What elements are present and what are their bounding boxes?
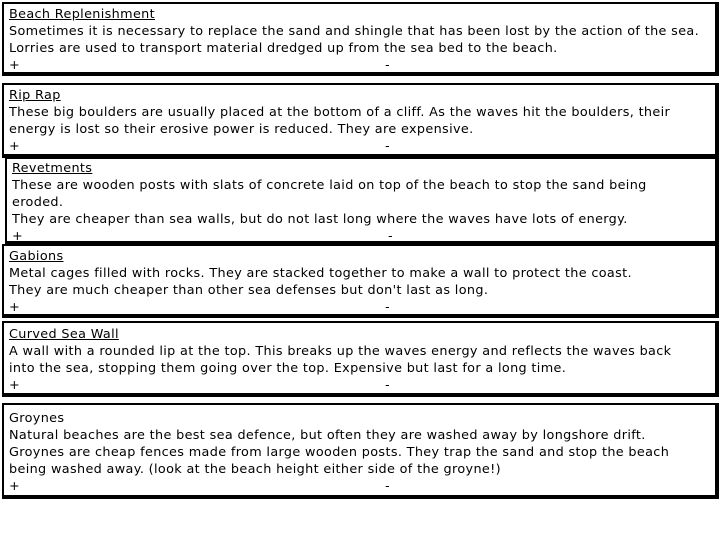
card-rip-rap (2, 83, 719, 158)
minus-button[interactable]: - (385, 479, 390, 494)
plus-button[interactable]: + (9, 139, 20, 154)
card-text-line: Metal cages filled with rocks. They are stacked together to make a wall to protect the coast. (9, 266, 632, 281)
card-title: Groynes (9, 411, 65, 426)
card-text-line: Groynes are cheap fences made from large wooden posts. They trap the sand and stop the beach (9, 445, 670, 460)
card-text-line: Lorries are used to transport material dredged up from the sea bed to the beach. (9, 41, 558, 56)
card-title: Curved Sea Wall (9, 327, 119, 342)
minus-button[interactable]: - (385, 58, 390, 73)
minus-button[interactable]: - (385, 139, 390, 154)
card-gabions (2, 244, 719, 318)
card-text-line: They are cheaper than sea walls, but do not last long where the waves have lots of energy. (12, 212, 628, 227)
card-text-line: These are wooden posts with slats of concrete laid on top of the beach to stop the sand being (12, 178, 647, 193)
card-text-line: They are much cheaper than other sea defenses but don't last as long. (9, 283, 489, 298)
card-text-line: A wall with a rounded lip at the top. This breaks up the waves energy and reflects the waves back (9, 344, 672, 359)
expand-collapse-controls (9, 377, 715, 394)
minus-button[interactable]: - (385, 378, 390, 393)
expand-collapse-controls (9, 478, 715, 495)
card-text-line: Sometimes it is necessary to replace the sand and shingle that has been lost by the action of the sea. (9, 24, 700, 39)
plus-button[interactable]: + (9, 378, 20, 393)
plus-button[interactable]: + (9, 58, 20, 73)
card-revetments (5, 157, 719, 245)
card-text-line: These big boulders are usually placed at the bottom of a cliff. As the waves hit the boulders, their (9, 105, 671, 120)
card-text-line: into the sea, stopping them going over the top. Expensive but last for a long time. (9, 361, 567, 376)
expand-collapse-controls (9, 57, 715, 74)
card-text-line: Natural beaches are the best sea defence, but often they are washed away by longshore drift. (9, 428, 646, 443)
card-title: Gabions (9, 249, 64, 264)
expand-collapse-controls (9, 138, 715, 155)
card-curved-sea-wall (2, 321, 719, 397)
card-title: Beach Replenishment (9, 7, 156, 22)
plus-button[interactable]: + (9, 479, 20, 494)
card-text-line: being washed away. (look at the beach height either side of the groyne!) (9, 462, 501, 477)
card-title: Revetments (12, 161, 93, 176)
card-beach-replenishment (2, 2, 719, 76)
card-text-line: eroded. (12, 195, 64, 210)
card-text-line: energy is lost so their erosive power is reduced. They are expensive. (9, 122, 474, 137)
expand-collapse-controls (9, 299, 715, 316)
minus-button[interactable]: - (388, 229, 393, 244)
expand-collapse-controls (12, 228, 715, 245)
plus-button[interactable]: + (9, 300, 20, 315)
card-title: Rip Rap (9, 88, 61, 103)
minus-button[interactable]: - (385, 300, 390, 315)
card-groynes (2, 403, 719, 499)
plus-button[interactable]: + (12, 229, 23, 244)
